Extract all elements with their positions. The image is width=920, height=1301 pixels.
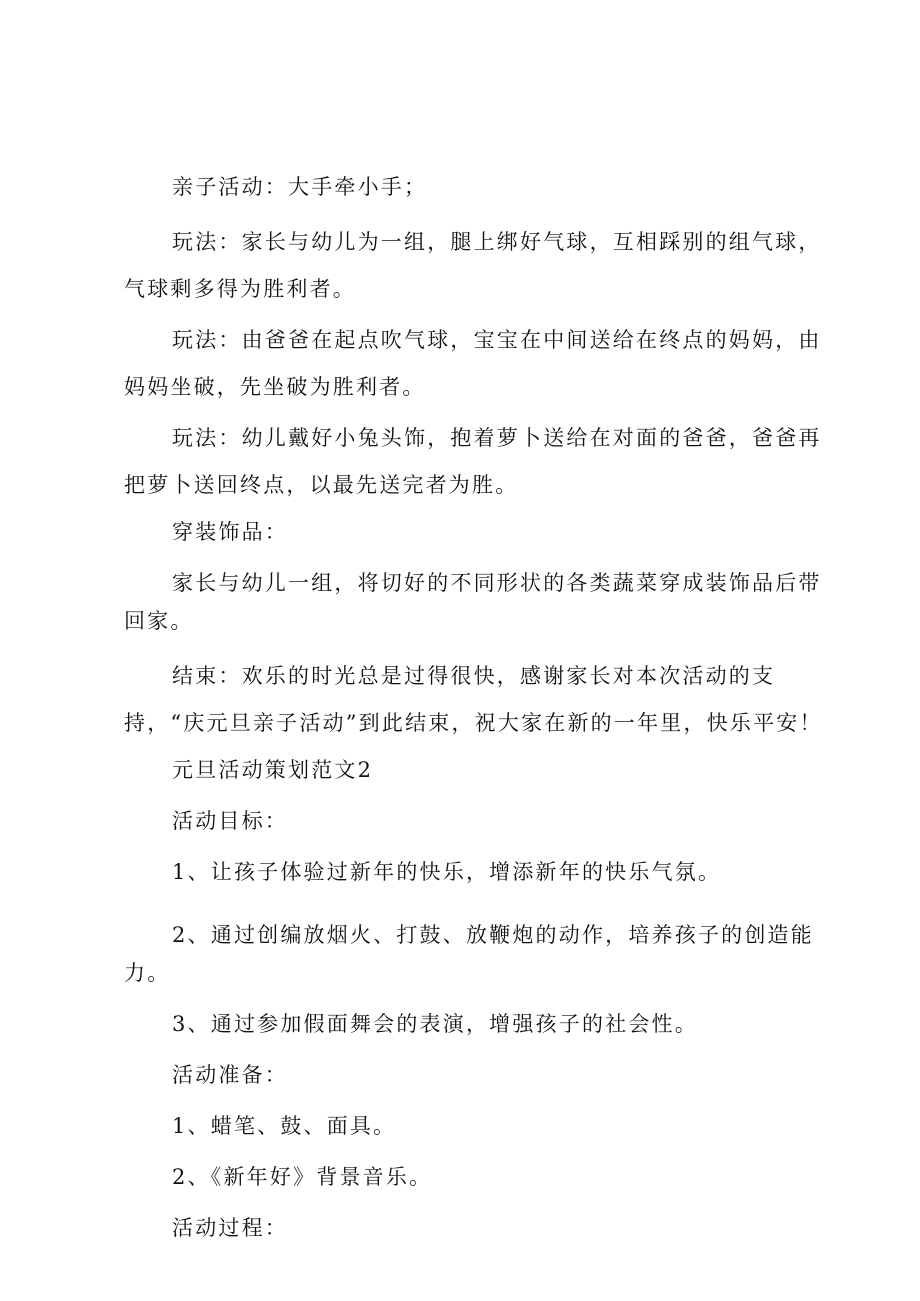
paragraph-parent-child-activity: 亲子活动：大手牵小手； (172, 175, 428, 199)
goal-item-1: 1、让孩子体验过新年的快乐，增添新年的快乐气氛。 (172, 860, 722, 884)
paragraph-game-balloon-stomp: 玩法：家长与幼儿为一组，腿上绑好气球，互相踩别的组气球，气球剩多得为胜利者。 (124, 230, 822, 301)
paragraph-decoration-heading: 穿装饰品： (172, 520, 288, 544)
paragraph-decoration-description: 家长与幼儿一组，将切好的不同形状的各类蔬菜穿成装饰品后带回家。 (124, 571, 822, 633)
heading-activity-goals: 活动目标： (172, 809, 288, 833)
goal-item-2: 2、通过创编放烟火、打鼓、放鞭炮的动作，培养孩子的创造能力。 (124, 923, 814, 985)
preparation-item-1: 1、蜡笔、鼓、面具。 (172, 1114, 397, 1138)
document-body (124, 168, 834, 1260)
preparation-item-2: 2、《新年好》背景音乐。 (172, 1165, 433, 1189)
section-title: 元旦活动策划范文2 (172, 758, 374, 782)
paragraph-game-balloon-sit: 玩法：由爸爸在起点吹气球，宝宝在中间送给在终点的妈妈，由妈妈坐破，先坐破为胜利者。 (124, 328, 822, 399)
heading-activity-preparation: 活动准备： (172, 1063, 288, 1087)
paragraph-game-carrot-relay: 玩法：幼儿戴好小兔头饰，抱着萝卜送给在对面的爸爸，爸爸再把萝卜送回终点，以最先送完者为胜。 (124, 426, 822, 497)
goal-item-3: 3、通过参加假面舞会的表演，增强孩子的社会性。 (172, 1012, 698, 1036)
heading-activity-process: 活动过程： (172, 1216, 288, 1240)
paragraph-closing: 结束：欢乐的时光总是过得很快，感谢家长对本次活动的支持，“庆元旦亲子活动”到此结束，祝大家在新的一年里，快乐平安！ (124, 664, 823, 735)
